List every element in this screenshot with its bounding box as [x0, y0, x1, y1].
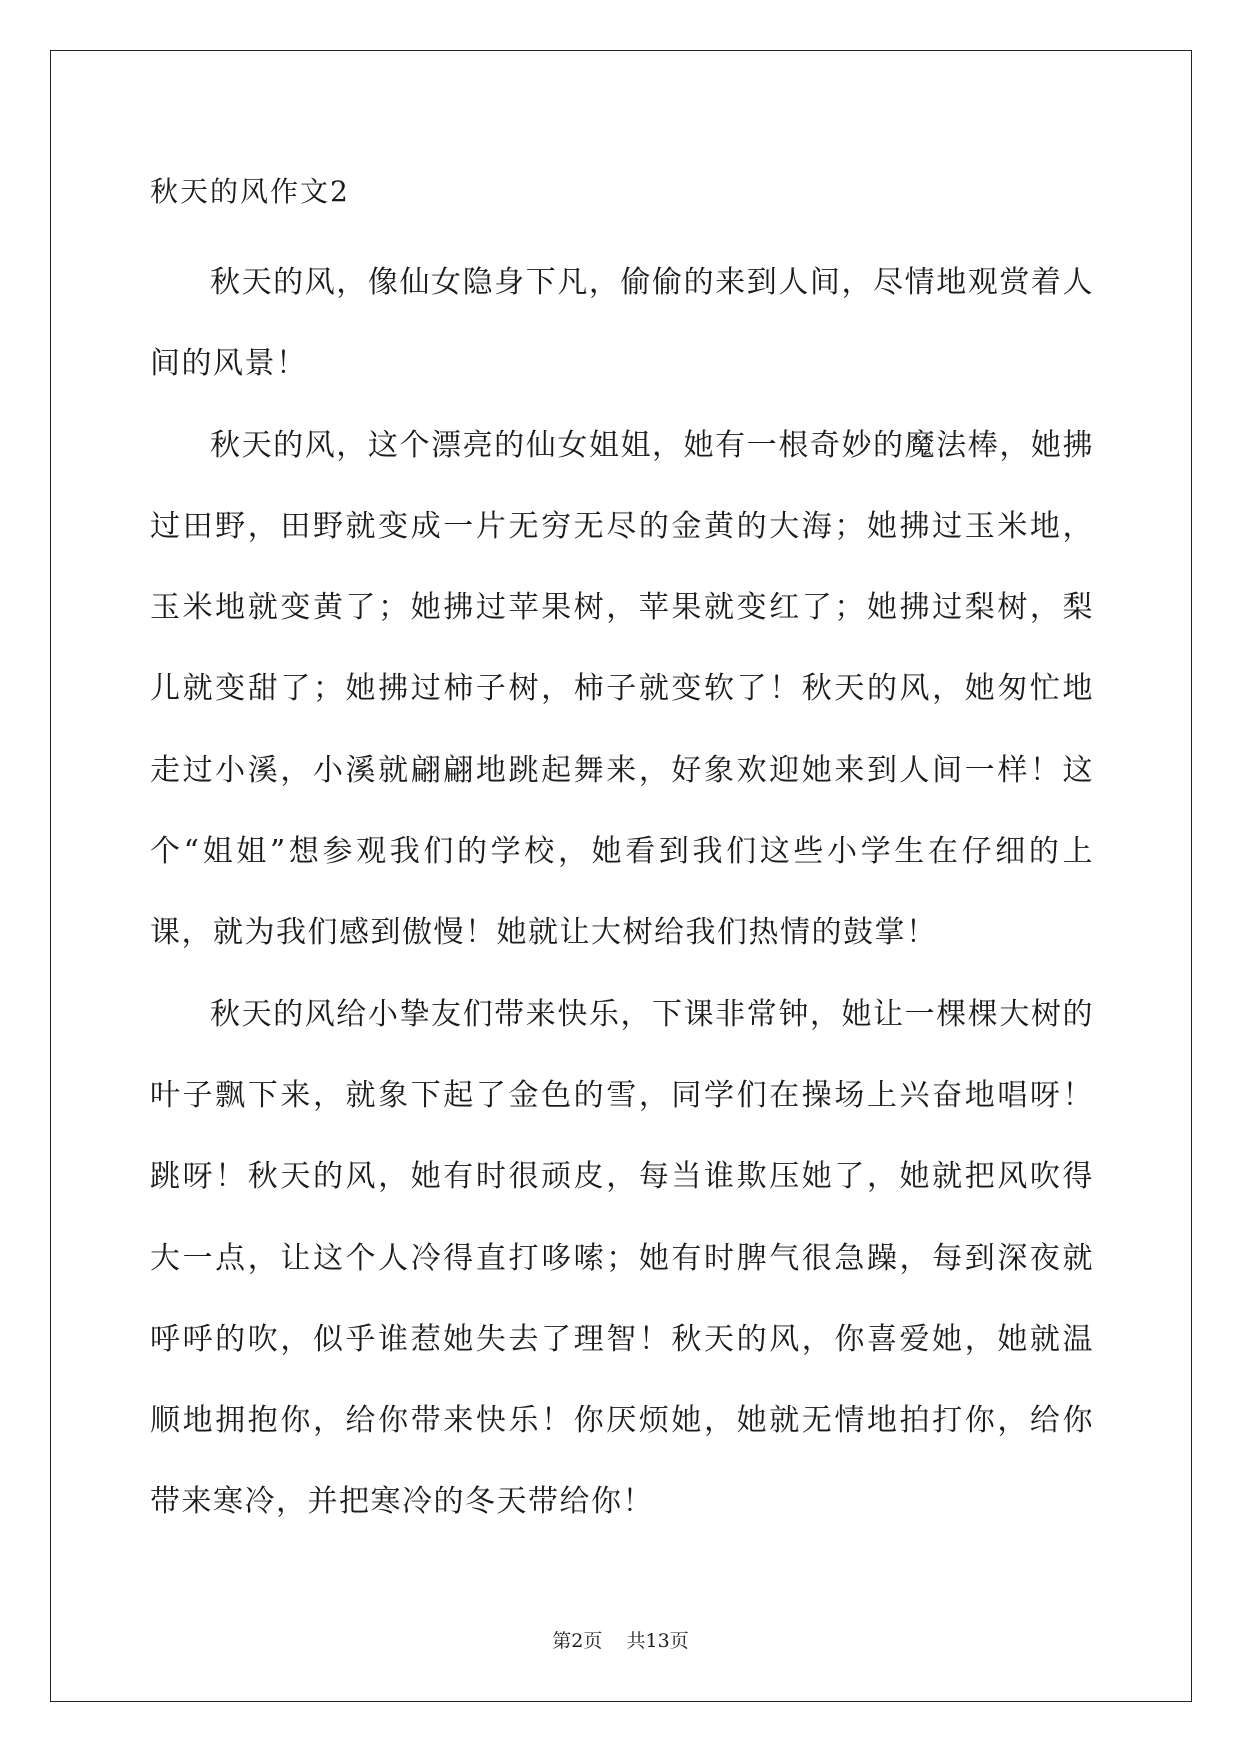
- paragraph-2: 秋天的风，这个漂亮的仙女姐姐，她有一根奇妙的魔法棒，她拂过田野，田野就变成一片无穷无尽的金黄的大海；她拂过玉米地，玉米地就变黄了；她拂过苹果树，苹果就变红了；她拂过梨树，梨儿就变甜了；她拂过柿子树，柿子就变软了！秋天的风，她匆忙地走过小溪，小溪就翩翩地跳起舞来，好象欢迎她来到人间一样！这个“姐姐”想参观我们的学校，她看到我们这些小学生在仔细的上课，就为我们感到傲慢！她就让大树给我们热情的鼓掌！: [150, 427, 1094, 951]
- paragraph-1: 秋天的风，像仙女隐身下凡，偷偷的来到人间，尽情地观赏着人间的风景！: [150, 265, 1094, 382]
- paragraph-3: 秋天的风给小挚友们带来快乐，下课非常钟，她让一棵棵大树的叶子飘下来，就象下起了金色的雪，同学们在操场上兴奋地唱呀！跳呀！秋天的风，她有时很顽皮，每当谁欺压她了，她就把风吹得大一点，让这个人冷得直打哆嗦；她有时脾气很急躁，每到深夜就呼呼的吹，似乎谁惹她失去了理智！秋天的风，你喜爱她，她就温顺地拥抱你，给你带来快乐！你厌烦她，她就无情地拍打你，给你带来寒冷，并把寒冷的冬天带给你！: [150, 996, 1094, 1520]
- page-number-footer: 第2页 共13页: [552, 1630, 689, 1652]
- document-body: [150, 164, 1094, 1543]
- document-title: 秋天的风作文2: [150, 175, 350, 208]
